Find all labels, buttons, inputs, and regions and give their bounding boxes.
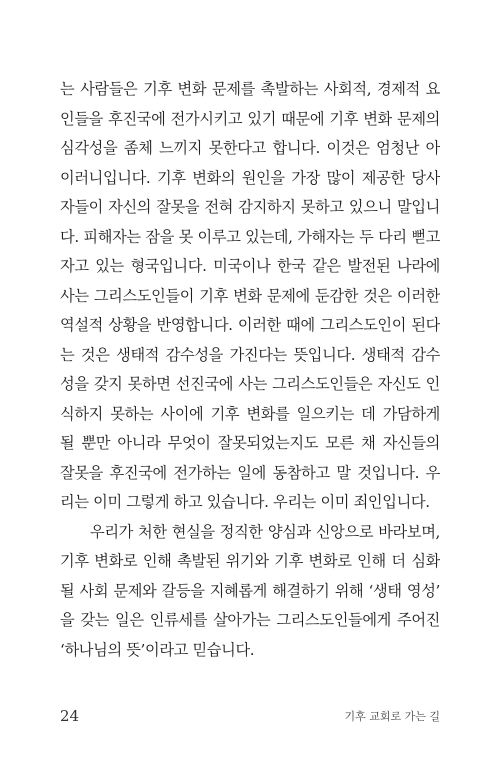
text-line: 인들을 후진국에 전가시키고 있기 때문에 기후 변화 문제의 xyxy=(60,109,440,128)
text-line: 될 뿐만 아니라 무엇이 잘못되었는지도 모른 채 자신들의 xyxy=(60,434,440,452)
text-line: 리는 이미 그렇게 하고 있습니다. 우리는 이미 죄인입니다. xyxy=(60,493,430,511)
text-line: 는 사람들은 기후 변화 문제를 촉발하는 사회적, 경제적 요 xyxy=(60,80,440,98)
text-line: 다. 피해자는 잠을 못 이루고 있는데, 가해자는 두 다리 뻗고 xyxy=(60,227,440,246)
text-line: 될 사회 문제와 갈등을 지혜롭게 해결하기 위해 ‘생태 영성’ xyxy=(60,581,440,600)
paragraph-2 xyxy=(60,518,440,666)
text-line: 을 갖는 일은 인류세를 살아가는 그리스도인들에게 주어진 xyxy=(60,611,440,629)
page-footer xyxy=(60,706,440,726)
text-line: 잘못을 후진국에 전가하는 일에 동참하고 말 것입니다. 우 xyxy=(60,463,440,482)
text-line: 는 것은 생태적 감수성을 가진다는 뜻입니다. 생태적 감수 xyxy=(60,345,440,364)
paragraph-1 xyxy=(60,75,440,518)
body-text xyxy=(60,75,440,665)
text-line: ‘하나님의 뜻’이라고 믿습니다. xyxy=(60,640,255,659)
text-line: 역설적 상황을 반영합니다. 이러한 때에 그리스도인이 된다 xyxy=(60,316,440,334)
text-line: 자고 있는 형국입니다. 미국이나 한국 같은 발전된 나라에 xyxy=(60,257,440,275)
text-line: 성을 갖지 못하면 선진국에 사는 그리스도인들은 자신도 인 xyxy=(60,375,440,393)
running-title: 기후 교회로 가는 길 xyxy=(344,710,440,723)
text-line: 사는 그리스도인들이 기후 변화 문제에 둔감한 것은 이러한 xyxy=(60,286,440,305)
text-line: 기후 변화로 인해 촉발된 위기와 기후 변화로 인해 더 심화 xyxy=(60,552,440,570)
page-number: 24 xyxy=(60,707,80,725)
text-line: 이러니입니다. 기후 변화의 원인을 가장 많이 제공한 당사 xyxy=(60,168,440,187)
text-line: 식하지 못하는 사이에 기후 변화를 일으키는 데 가담하게 xyxy=(60,404,440,423)
text-line: 자들이 자신의 잘못을 전혀 감지하지 못하고 있으니 말입니 xyxy=(60,198,440,216)
text-line: 심각성을 좀체 느끼지 못한다고 합니다. 이것은 엄청난 아 xyxy=(60,139,440,157)
text-line-indented: 우리가 처한 현실을 정직한 양심과 신앙으로 바라보며, xyxy=(90,522,440,541)
